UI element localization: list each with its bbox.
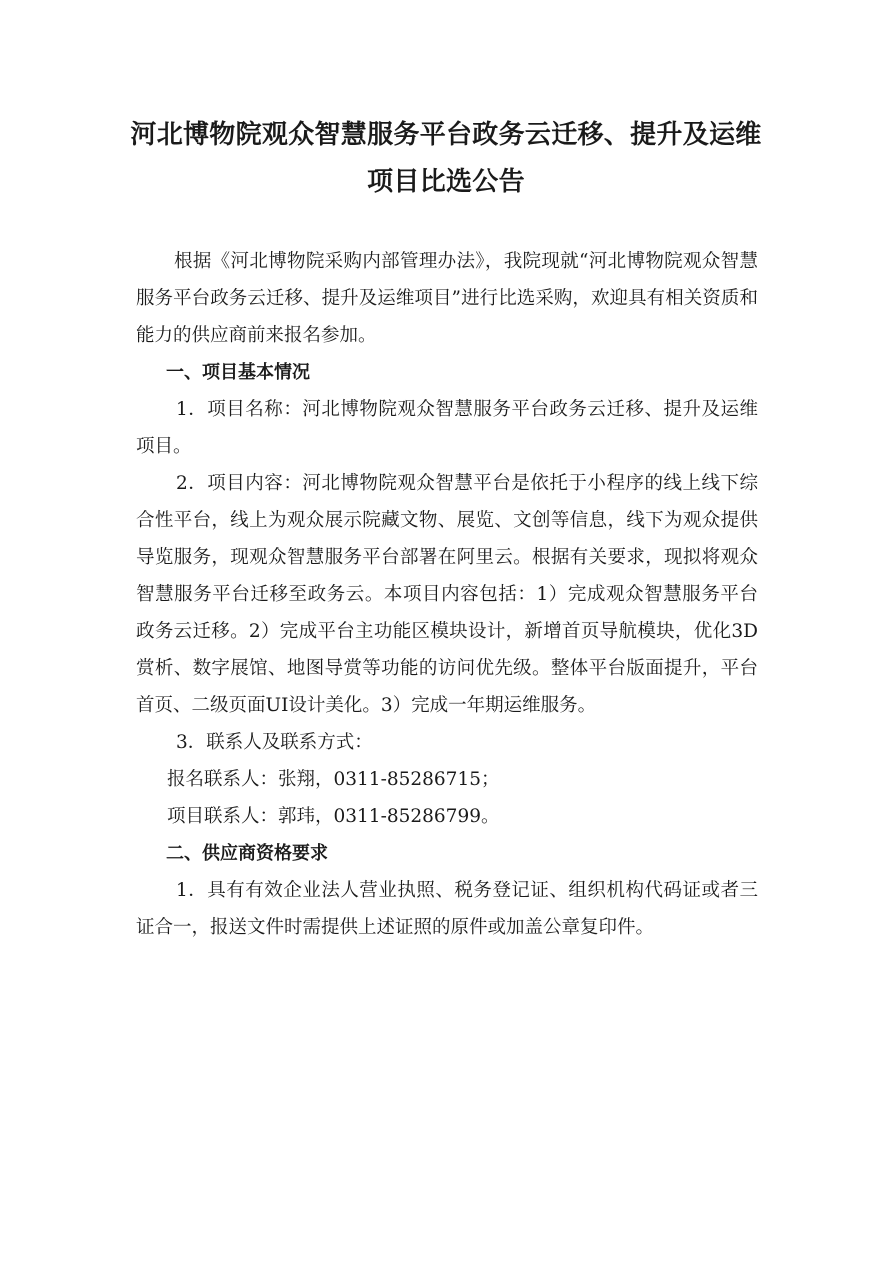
section-heading-supplier-requirements: 二、供应商资格要求 <box>166 843 328 864</box>
document-title: 河北博物院观众智慧服务平台政务云迁移、提升及运维项目比选公告 <box>130 120 762 197</box>
document-body <box>136 243 758 946</box>
project-content-paragraph: 2．项目内容：河北博物院观众智慧平台是依托于小程序的线上线下综合性平台，线上为观众展示院藏文物、展览、文创等信息，线下为观众提供导览服务，现观众智慧服务平台部署在阿里云。根据有关要求，现拟将观众智慧服务平台迁移至政务云。本项目内容包括：1）完成观众智慧服务平台政务云迁移。2）完成平台主功能区模块设计，新增首页导航模块，优化3D赏析、数字展馆、地图导赏等功能的访问优先级。整体平台版面提升，平台首页、二级页面UI设计美化。3）完成一年期运维服务。 <box>136 473 758 716</box>
intro-paragraph: 根据《河北博物院采购内部管理办法》，我院现就“河北博物院观众智慧服务平台政务云迁移、提升及运维项目”进行比选采购，欢迎具有相关资质和能力的供应商前来报名参加。 <box>136 251 758 346</box>
supplier-requirement-paragraph: 1．具有有效企业法人营业执照、税务登记证、组织机构代码证或者三证合一，报送文件时需提供上述证照的原件或加盖公章复印件。 <box>136 880 758 938</box>
registration-contact: 报名联系人：张翔，0311-85286715； <box>167 769 500 790</box>
section-heading-project-info: 一、项目基本情况 <box>166 362 310 383</box>
project-name-paragraph: 1．项目名称：河北博物院观众智慧服务平台政务云迁移、提升及运维项目。 <box>136 399 758 457</box>
project-contact: 项目联系人：郭玮，0311-85286799。 <box>167 806 500 827</box>
contact-heading-paragraph: 3．联系人及联系方式： <box>176 732 373 753</box>
